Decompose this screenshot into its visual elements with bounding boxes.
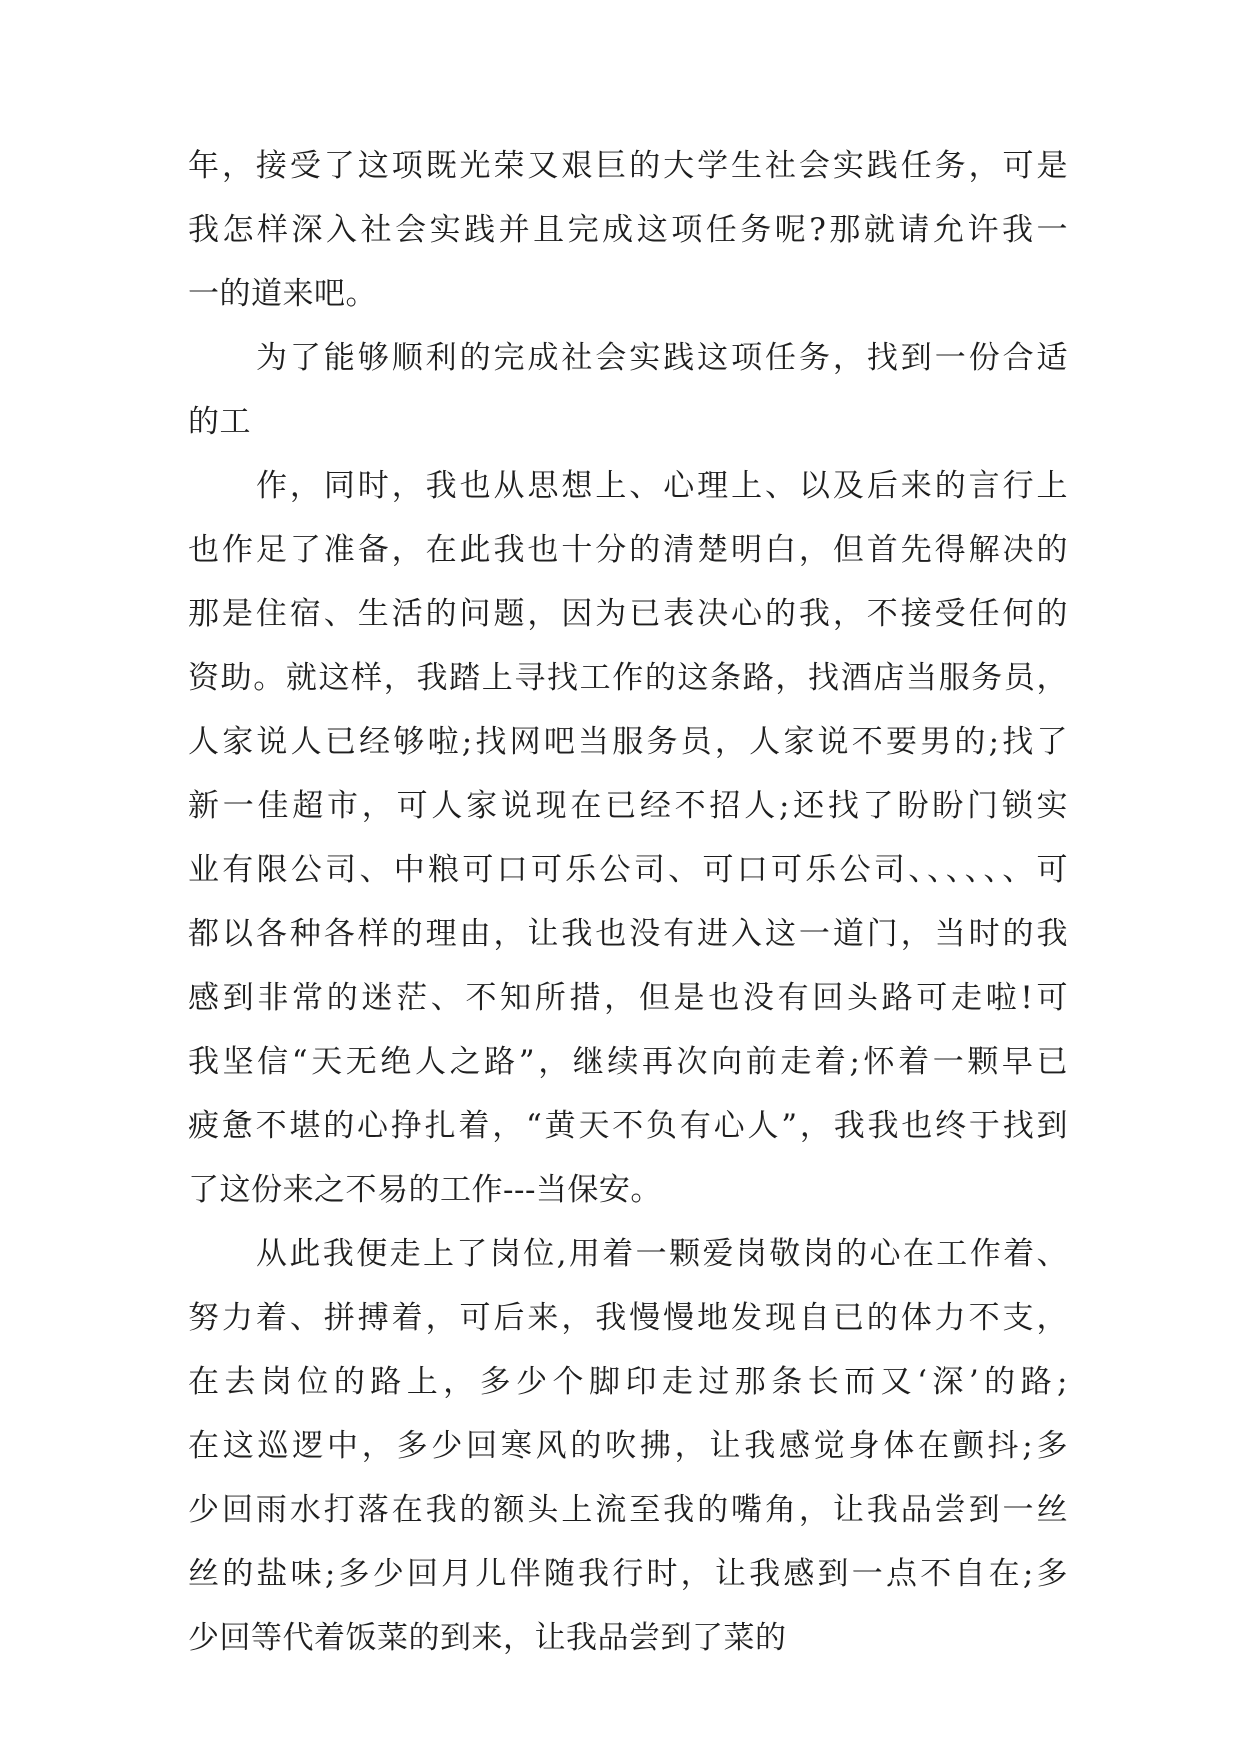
text-line: 都以各种各样的理由，让我也没有进入这一道门，当时的我 xyxy=(188,916,1068,952)
text-line: 少回雨水打落在我的额头上流至我的嘴角，让我品尝到一丝 xyxy=(188,1492,1068,1528)
text-line: 在去岗位的路上，多少个脚印走过那条长而又‘深’的路; xyxy=(188,1364,1068,1400)
text-line: 也作足了准备，在此我也十分的清楚明白，但首先得解决的 xyxy=(188,532,1068,568)
text-line: 人家说人已经够啦;找网吧当服务员，人家说不要男的;找了 xyxy=(188,724,1068,760)
text-line: 我怎样深入社会实践并且完成这项任务呢?那就请允许我一 xyxy=(188,212,1068,248)
text-line: 丝的盐味;多少回月儿伴随我行时，让我感到一点不自在;多 xyxy=(188,1556,1068,1592)
text-line: 努力着、拼搏着，可后来，我慢慢地发现自已的体力不支， xyxy=(188,1300,1068,1336)
text-line: 一的道来吧。 xyxy=(188,276,377,312)
text-line: 那是住宿、生活的问题，因为已表决心的我，不接受任何的 xyxy=(188,596,1068,632)
text-line: 在这巡逻中，多少回寒风的吹拂，让我感觉身体在颤抖;多 xyxy=(188,1428,1068,1464)
text-line: 年，接受了这项既光荣又艰巨的大学生社会实践任务，可是 xyxy=(188,148,1068,184)
text-line: 疲惫不堪的心挣扎着，“黄天不负有心人”，我我也终于找到 xyxy=(188,1108,1068,1144)
text-line: 资助。就这样，我踏上寻找工作的这条路，找酒店当服务员， xyxy=(188,660,1068,696)
text-line: 我坚信“天无绝人之路”，继续再次向前走着;怀着一颗早已 xyxy=(188,1044,1068,1080)
text-line: 少回等代着饭菜的到来，让我品尝到了菜的 xyxy=(188,1620,787,1656)
paragraph-first-line: 作，同时，我也从思想上、心理上、以及后来的言行上 xyxy=(256,468,1068,504)
paragraph-first-line: 为了能够顺利的完成社会实践这项任务，找到一份合适 xyxy=(256,340,1068,376)
text-line: 了这份来之不易的工作---当保安。 xyxy=(188,1172,662,1208)
text-line: 的工 xyxy=(188,404,251,440)
text-line: 感到非常的迷茫、不知所措，但是也没有回头路可走啦!可 xyxy=(188,980,1068,1016)
paragraph-first-line: 从此我便走上了岗位,用着一颗爱岗敬岗的心在工作着、 xyxy=(256,1236,1068,1272)
text-line: 新一佳超市，可人家说现在已经不招人;还找了盼盼门锁实 xyxy=(188,788,1068,824)
text-line: 业有限公司、中粮可口可乐公司、可口可乐公司、、、、、、可 xyxy=(188,852,1068,888)
